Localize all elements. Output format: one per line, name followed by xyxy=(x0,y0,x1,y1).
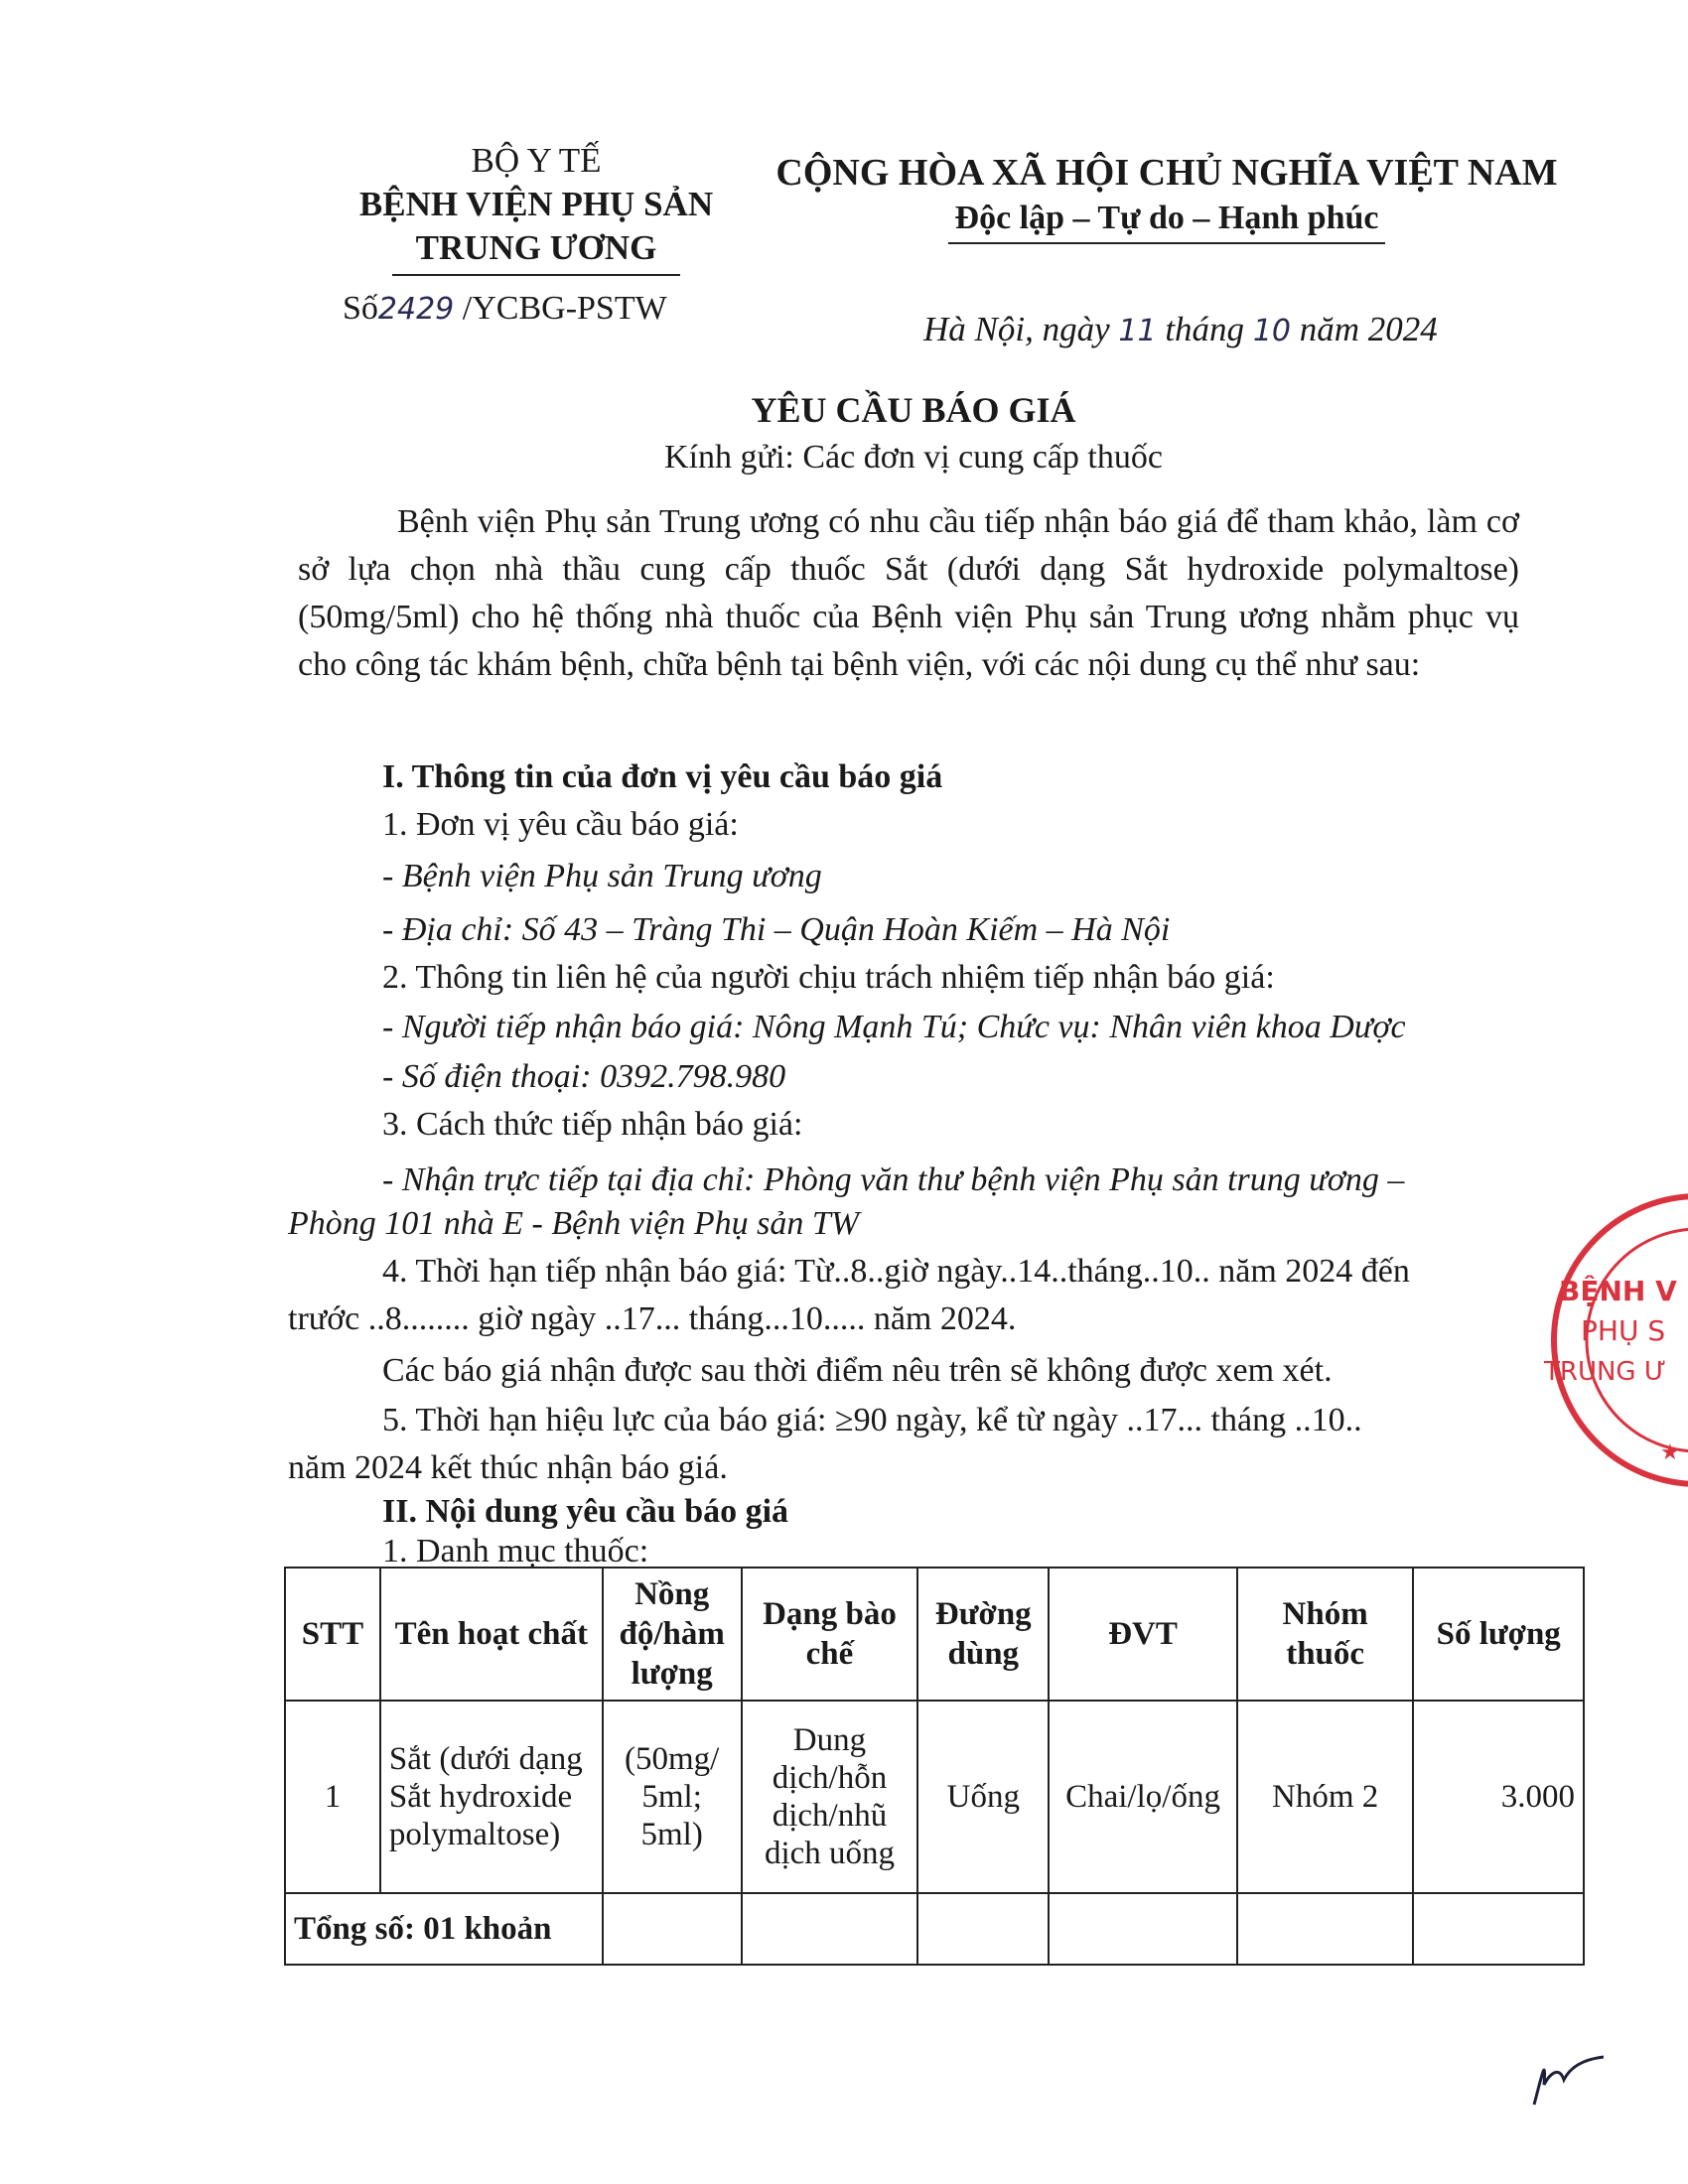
hospital-name-line2: TRUNG ƯƠNG xyxy=(415,228,657,267)
national-header xyxy=(755,149,1579,244)
total-empty-cell xyxy=(917,1893,1049,1965)
stamp-star-icon: ★ xyxy=(1660,1440,1680,1465)
late-note: Các báo giá nhận được sau thời điểm nêu trên sẽ không được xem xét. xyxy=(382,1352,1333,1389)
col-header-drug-group: Nhóm thuốc xyxy=(1237,1568,1414,1701)
hospital-name-line1: BỆNH VIỆN PHỤ SẢN xyxy=(358,185,714,223)
deadline-line2: trước ..8........ giờ ngày ..17... tháng...10..... năm 2024. xyxy=(288,1300,1017,1337)
cell-route: Uống xyxy=(917,1701,1049,1893)
total-label: Tổng số: 01 khoản xyxy=(285,1893,603,1965)
col-header-quantity: Số lượng xyxy=(1413,1568,1584,1701)
method-line2: Phòng 101 nhà E - Bệnh viện Phụ sản TW xyxy=(288,1205,860,1242)
date-month-handwritten: 10 xyxy=(1252,314,1291,348)
col-header-concentration: Nồng độ/hàm lượng xyxy=(603,1568,742,1701)
col-header-dosage-form: Dạng bào chế xyxy=(742,1568,918,1701)
stamp-text-line3: TRUNG Ư xyxy=(1544,1357,1667,1387)
method-line1: - Nhận trực tiếp tại địa chỉ: Phòng văn thư bệnh viện Phụ sản trung ương – xyxy=(382,1161,1405,1198)
col-header-active-ingredient: Tên hoạt chất xyxy=(380,1568,603,1701)
stamp-text-line2: PHỤ S xyxy=(1581,1314,1666,1347)
place-date xyxy=(923,310,1438,349)
table-header-row xyxy=(285,1568,1584,1701)
issuer-underline xyxy=(392,274,680,276)
col-header-stt: STT xyxy=(285,1568,380,1701)
total-empty-cell xyxy=(742,1893,918,1965)
salutation: Kính gửi: Các đơn vị cung cấp thuốc xyxy=(664,439,1163,476)
unit-name: - Bệnh viện Phụ sản Trung ương xyxy=(382,858,822,894)
unit-address: - Địa chỉ: Số 43 – Tràng Thi – Quận Hoàn Kiếm – Hà Nội xyxy=(382,911,1171,948)
country-name: CỘNG HÒA XÃ HỘI CHỦ NGHĨA VIỆT NAM xyxy=(775,152,1558,194)
document-title: YÊU CẦU BÁO GIÁ xyxy=(751,390,1076,430)
section1-item2: 2. Thông tin liên hệ của người chịu trách nhiệm tiếp nhận báo giá: xyxy=(382,959,1275,996)
phone-info: - Số điện thoại: 0392.798.980 xyxy=(382,1058,786,1095)
table-row xyxy=(285,1701,1584,1893)
motto-underline xyxy=(948,242,1385,244)
place-date-part1: Hà Nội, ngày xyxy=(923,310,1119,348)
signature-scribble xyxy=(1524,2045,1614,2115)
place-date-part2: tháng xyxy=(1156,310,1253,348)
medicine-table xyxy=(284,1567,1585,1966)
section2-item1: 1. Danh mục thuốc: xyxy=(382,1533,649,1570)
doc-number-prefix: Số xyxy=(343,290,378,327)
cell-concentration: (50mg/ 5ml; 5ml) xyxy=(603,1701,742,1893)
date-day-handwritten: 11 xyxy=(1118,314,1157,348)
section1-item3: 3. Cách thức tiếp nhận báo giá: xyxy=(382,1106,803,1143)
cell-drug-group: Nhóm 2 xyxy=(1237,1701,1414,1893)
deadline-line1: 4. Thời hạn tiếp nhận báo giá: Từ..8..giờ ngày..14..tháng..10.. năm 2024 đến xyxy=(382,1253,1410,1290)
cell-stt: 1 xyxy=(285,1701,380,1893)
section1-item1: 1. Đơn vị yêu cầu báo giá: xyxy=(382,806,739,843)
section2-heading: II. Nội dung yêu cầu báo giá xyxy=(382,1493,789,1530)
validity-line2: năm 2024 kết thúc nhận báo giá. xyxy=(288,1449,728,1486)
total-empty-cell xyxy=(603,1893,742,1965)
total-empty-cell xyxy=(1049,1893,1237,1965)
cell-dosage-form: Dung dịch/hỗn dịch/nhũ dịch uống xyxy=(742,1701,918,1893)
document-number xyxy=(343,290,667,328)
hospital-stamp xyxy=(1529,1191,1688,1489)
intro-paragraph: Bệnh viện Phụ sản Trung ương có nhu cầu tiếp nhận báo giá để tham khảo, làm cơ sở lựa chọn nhà thầu cung cấp thuốc Sắt (dưới dạng Sắt hydroxide polymaltose) (50mg/5ml) cho hệ thống nhà thuốc của Bệnh viện Phụ sản Trung ương nhằm phục vụ cho công tác khám bệnh, chữa bệnh tại bệnh viện, với các nội dung cụ thể như sau: xyxy=(298,503,1519,683)
receiver-info: - Người tiếp nhận báo giá: Nông Mạnh Tú; Chức vụ: Nhân viên khoa Dược xyxy=(382,1009,1406,1045)
table-total-row xyxy=(285,1893,1584,1965)
doc-number-suffix: /YCBG-PSTW xyxy=(454,290,667,327)
total-empty-cell xyxy=(1237,1893,1414,1965)
total-empty-cell xyxy=(1413,1893,1584,1965)
col-header-route: Đường dùng xyxy=(917,1568,1049,1701)
issuer-block xyxy=(298,139,774,276)
section1-heading: I. Thông tin của đơn vị yêu cầu báo giá xyxy=(382,758,943,795)
cell-unit: Chai/lọ/ống xyxy=(1049,1701,1237,1893)
stamp-text-line1: BỆNH V xyxy=(1559,1275,1677,1307)
validity-line1: 5. Thời hạn hiệu lực của báo giá: ≥90 ngày, kể từ ngày ..17... tháng ..10.. xyxy=(382,1402,1362,1438)
ministry-name: BỘ Y TẾ xyxy=(471,141,602,180)
col-header-unit: ĐVT xyxy=(1049,1568,1237,1701)
place-date-part3: năm 2024 xyxy=(1291,310,1438,348)
doc-number-handwritten: 2429 xyxy=(377,292,455,327)
cell-quantity: 3.000 xyxy=(1413,1701,1584,1893)
national-motto: Độc lập – Tự do – Hạnh phúc xyxy=(954,200,1379,236)
cell-active-ingredient: Sắt (dưới dạng Sắt hydroxide polymaltose) xyxy=(380,1701,603,1893)
